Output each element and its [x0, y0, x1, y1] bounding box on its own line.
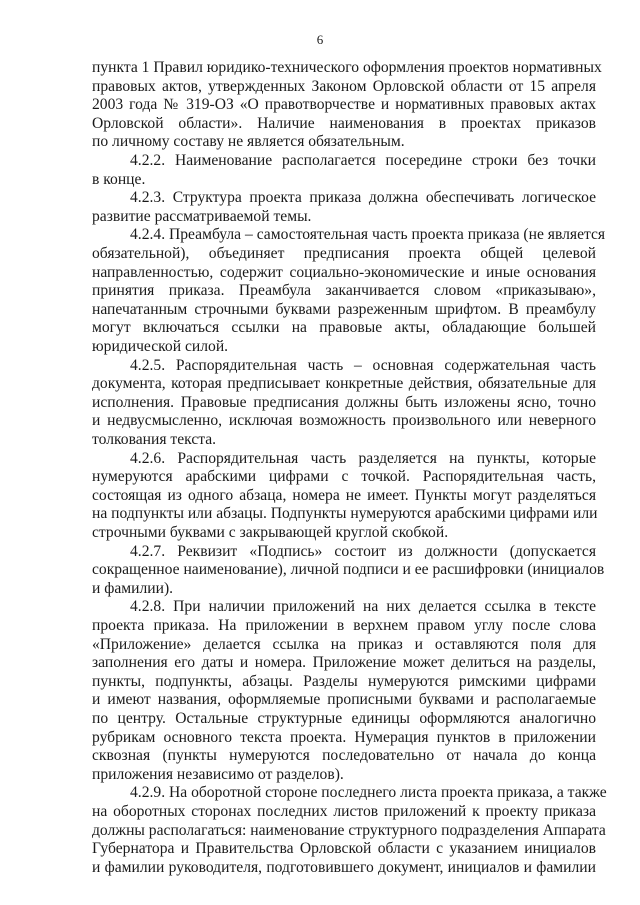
text-line: могут включаться ссылки на правовые акты, обладающие большей: [92, 319, 596, 337]
text-line: на оборотных сторонах последних листов приложений к проекту приказа: [92, 803, 596, 820]
text-line: 4.2.6. Распорядительная часть разделяется на пункты, которые: [130, 449, 596, 467]
text-line: напечатанным строчными буквами разреженным шрифтом. В преамбулу: [92, 300, 596, 318]
text-line: исполнения. Правовые предписания должны быть изложены ясно, точно: [92, 393, 596, 411]
text-line: принятия приказа. Преамбула заканчивается словом «приказываю»,: [92, 282, 596, 300]
text-line: по центру. Остальные структурные единицы оформляются аналогично: [92, 710, 596, 727]
text-line: обязательной), объединяет предписания проекта общей целевой: [92, 245, 596, 262]
text-line: развитие рассматриваемой темы.: [92, 207, 312, 225]
text-line: 4.2.7. Реквизит «Подпись» состоит из должности (допускается: [130, 542, 596, 560]
text-line: нумеруются арабскими цифрами с точкой. Распорядительная часть,: [92, 468, 596, 486]
text-line: направленностью, содержит социально-экономические и иные основания: [92, 263, 596, 281]
text-line: толкования текста.: [92, 431, 217, 448]
text-line: проекта приказа. На приложении в верхнем правом углу после слова: [92, 617, 596, 634]
text-line: документа, которая предписывает конкретные действия, обязательные для: [92, 375, 596, 393]
text-line: правовых актов, утвержденных Законом Орловской области от 15 апреля: [92, 77, 596, 95]
text-line: и фамилии руководителя, подготовившего документ, инициалов и фамилии: [92, 858, 596, 876]
text-line: приложения независимо от разделов).: [92, 765, 344, 783]
text-line: на подпункты или абзацы. Подпункты нумеруются арабскими цифрами или: [92, 505, 598, 523]
text-line: 4.2.5. Распорядительная часть – основная содержательная часть: [130, 356, 596, 374]
text-line: Орловской области». Наличие наименования в проектах приказов: [92, 114, 596, 132]
text-line: в конце.: [92, 170, 146, 188]
text-line: должны располагаться: наименование структурного подразделения Аппарата: [92, 821, 606, 839]
text-line: сквозная (пункты нумеруются последовательно от начала до конца: [92, 747, 596, 765]
text-line: 4.2.3. Структура проекта приказа должна обеспечивать логическое: [130, 189, 596, 207]
text-line: пункта 1 Правил юридико-технического оформления проектов нормативных: [92, 59, 602, 76]
text-line: 4.2.9. На оборотной стороне последнего листа проекта приказа, а также: [130, 784, 607, 802]
text-line: 4.2.4. Преамбула – самостоятельная часть проекта приказа (не является: [130, 226, 606, 244]
text-line: и фамилии).: [92, 579, 174, 597]
text-line: 4.2.8. При наличии приложений на них делается ссылка в тексте: [130, 598, 596, 616]
text-line: по личному составу не является обязательным.: [92, 133, 405, 151]
text-line: строчными буквами с закрывающей круглой скобкой.: [92, 524, 449, 541]
text-line: и имеют названия, оформляемые прописными буквами и располагаемые: [92, 691, 596, 709]
text-line: 2003 года № 319-ОЗ «О правотворчестве и нормативных правовых актах: [92, 96, 596, 114]
text-line: Губернатора и Правительства Орловской области с указанием инициалов: [92, 840, 596, 858]
text-line: «Приложение» делается ссылка на приказ и оставляются поля для: [92, 635, 596, 653]
text-line: 4.2.2. Наименование располагается посередине строки без точки: [130, 152, 596, 169]
text-line: рубрикам основного текста проекта. Нумерация пунктов в приложении: [92, 728, 596, 746]
text-line: пункты, подпункты, абзацы. Разделы нумеруются римскими цифрами: [92, 672, 596, 690]
text-line: заполнения его даты и номера. Приложение может делиться на разделы,: [92, 654, 596, 672]
text-line: и недвусмысленно, исключая возможность произвольного или неверного: [92, 412, 596, 430]
text-line: сокращенное наименование), личной подписи и ее расшифровки (инициалов: [92, 561, 605, 579]
page-number: 6: [316, 32, 324, 47]
text-line: состоящая из одного абзаца, номера не имеет. Пункты могут разделяться: [92, 486, 596, 504]
text-line: юридической силой.: [92, 338, 229, 355]
